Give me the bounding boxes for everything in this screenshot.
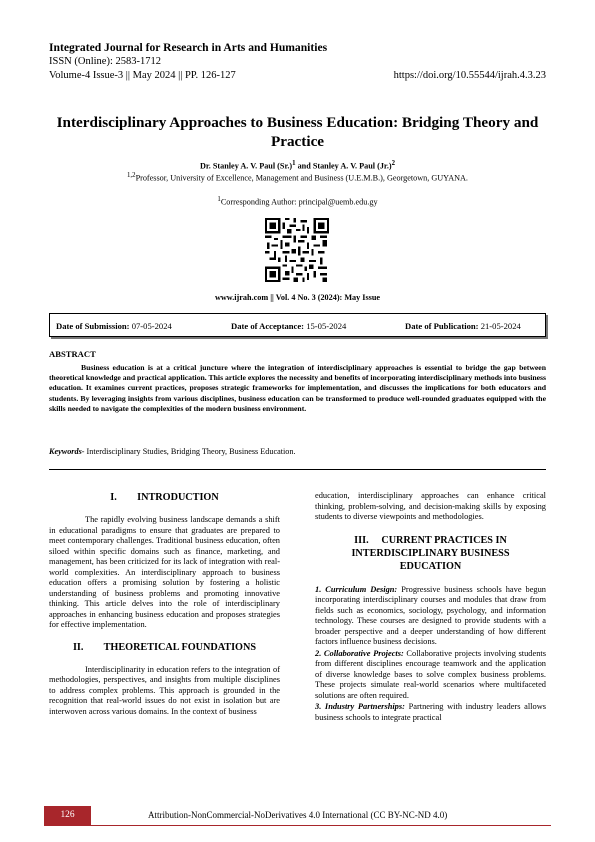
footer-rule	[91, 825, 551, 826]
page-number: 126	[60, 810, 75, 820]
continued-paragraph: education, interdisciplinary approaches can enhance critical thinking, problem-solving, and decision-making skills by exposing students to diverse viewpoints and methodologies.	[315, 491, 546, 521]
paper-title: Interdisciplinary Approaches to Business Education: Bridging Theory and Practice	[56, 114, 539, 150]
journal-name: Integrated Journal for Research in Arts and Humanities	[49, 41, 328, 54]
practice-item-2-label: 2. Collaborative Projects:	[315, 648, 404, 658]
author-and: and	[295, 161, 313, 171]
acceptance-date	[231, 321, 346, 331]
abstract-heading: ABSTRACT	[49, 349, 96, 359]
practice-item-1	[315, 585, 546, 648]
volume-info: Volume-4 Issue-3 || May 2024 || PP. 126-127	[49, 70, 236, 81]
affiliation	[0, 172, 595, 183]
keywords	[49, 447, 546, 456]
intro-heading: I. INTRODUCTION	[110, 492, 219, 503]
corresponding-author	[0, 196, 595, 207]
practice-item-3-text: Partnering with industry leaders allows business schools to integrate practical	[315, 702, 546, 722]
practice-item-1-text: Progressive business schools have begun incorporating interdisciplinary courses and modules that draw from fields such as economics, sociology, psychology, and information technology. These courses are designed to provide students with a broader perspective and a deeper understanding of how different factors influence business decisions.	[315, 584, 546, 646]
corresponding-sup: 1	[217, 196, 221, 203]
authors	[0, 160, 595, 171]
practices-heading: III. CURRENT PRACTICES IN INTERDISCIPLINARY BUSINESS EDUCATION	[351, 534, 513, 572]
divider	[49, 469, 546, 470]
doi-link[interactable]: https://doi.org/10.55544/ijrah.4.3.23	[393, 70, 546, 81]
practice-item-3-label: 3. Industry Partnerships:	[315, 702, 405, 711]
dates-box	[49, 313, 546, 337]
right-column	[315, 491, 546, 724]
publication-date	[405, 321, 521, 331]
journal-weblink[interactable]: www.ijrah.com || Vol. 4 No. 3 (2024): May Issue	[214, 293, 381, 302]
acceptance-value: 15-05-2024	[306, 321, 347, 331]
author-1: Dr. Stanley A. V. Paul (Sr.)	[199, 161, 293, 171]
theory-heading: II. THEORETICAL FOUNDATIONS	[72, 641, 257, 653]
qr-code-icon	[265, 218, 329, 282]
submission-date	[56, 321, 172, 331]
author-2-sup: 2	[391, 160, 396, 167]
affiliation-sup: 1,2	[127, 172, 136, 179]
abstract-text: Business education is at a critical juncture where the integration of interdisciplinary approaches is essential to bridge the gap between theoretical knowledge and practical application. This article explores the necessity and benefits of incorporating interdisciplinary methods into business education. It examines current practices, proposes strategic frameworks for implementation, and discusses the implications for both educators and students. By leveraging insights from various disciplines, business education can be transformed to produce well-rounded graduates equipped with the skills needed to navigate the complexities of the modern business environment.	[49, 363, 546, 413]
issn: ISSN (Online): 2583-1712	[49, 56, 161, 67]
submission-value: 07-05-2024	[131, 321, 172, 331]
corresponding-text: Corresponding Author: principal@uemb.edu.gy	[220, 197, 378, 207]
submission-label: Date of Submission:	[56, 321, 130, 331]
left-column	[49, 491, 280, 717]
practice-item-3	[315, 702, 546, 723]
keywords-text: Interdisciplinary Studies, Bridging Theory, Business Education.	[84, 447, 296, 456]
license-text: Attribution-NonCommercial-NoDerivatives 4.0 International (CC BY-NC-ND 4.0)	[148, 810, 448, 820]
author-2: Stanley A. V. Paul (Jr.)	[312, 161, 392, 171]
practice-item-2-text: Collaborative projects involving students from different disciplines encourage teamwork and the application of diverse knowledge bases to solve complex business problems. These projects simulate real-world scenarios where multifaceted solutions are often required.	[315, 648, 546, 700]
keywords-label: Keywords-	[49, 447, 85, 456]
practice-item-1-label: 1. Curriculum Design:	[315, 584, 398, 594]
publication-label: Date of Publication:	[405, 321, 479, 331]
intro-paragraph: The rapidly evolving business landscape demands a shift in educational paradigms to ensure that graduates are prepared to meet contemporary challenges. Traditional business education, often siloed within specific domains such as finance, marketing, and management, has been criticized for its lack of integration with real-world complexities. An interdisciplinary approach to business education offers a promising solution by fostering a holistic understanding of business problems and promoting innovative thinking. This article delves into the role of interdisciplinary approaches in enhancing business education and proposes strategies for effective implementation.	[49, 515, 280, 629]
practice-item-2	[315, 649, 546, 702]
affiliation-text: Professor, University of Excellence, Management and Business (U.E.M.B.), Georgetown, GUYANA.	[135, 173, 468, 183]
author-1-sup: 1	[292, 160, 296, 167]
theory-paragraph: Interdisciplinarity in education refers to the integration of methodologies, perspectives, and insights from multiple disciplines to address complex problems. This approach is grounded in the recognition that real-world issues do not exist in isolation but are interwoven across various domains. In the context of business	[49, 664, 280, 716]
acceptance-label: Date of Acceptance:	[231, 321, 305, 331]
publication-value: 21-05-2024	[480, 321, 521, 331]
